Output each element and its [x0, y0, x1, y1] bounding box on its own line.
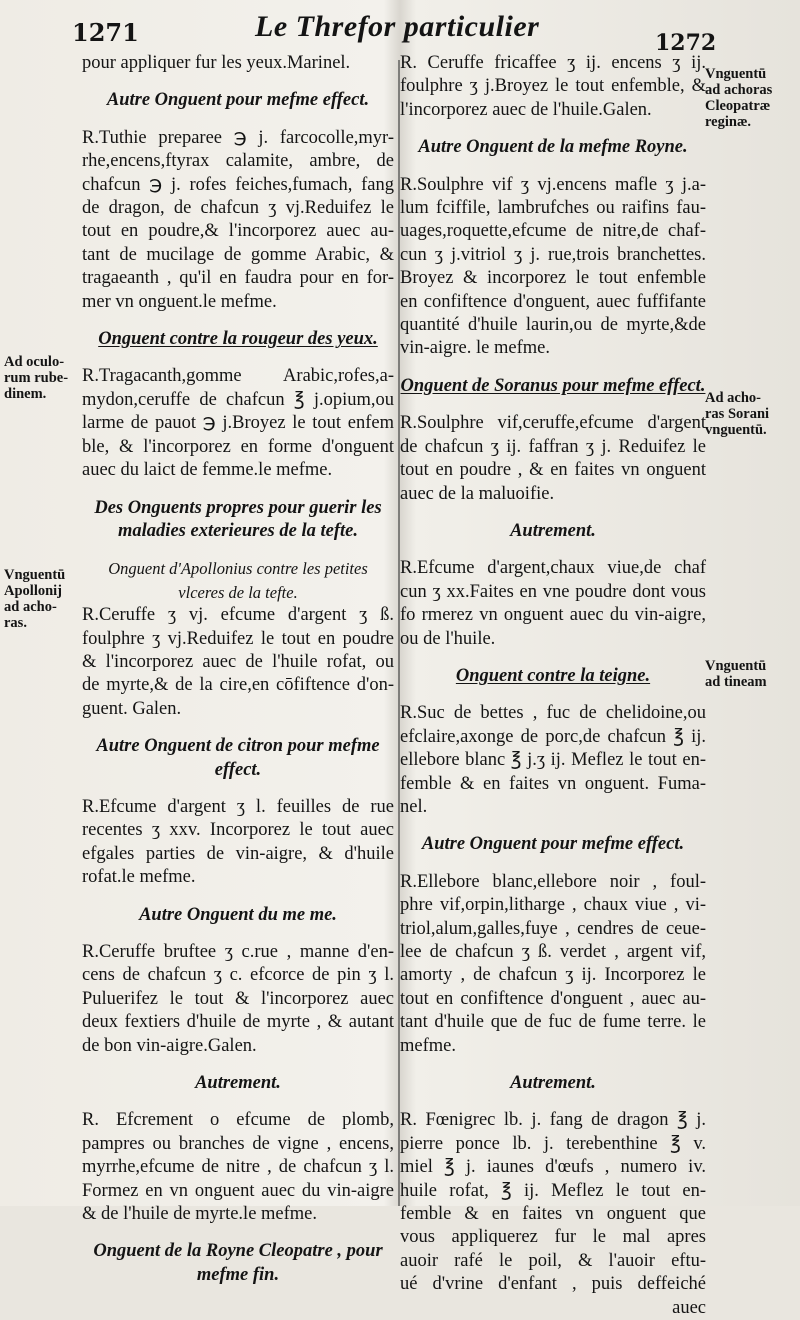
text-line: R.Efcume d'argent ʒ l. feuilles de rue — [82, 796, 394, 817]
text-line: vous appliquerez fur le mal apres — [400, 1227, 706, 1248]
margin-note-line: Cleopatræ — [705, 98, 771, 114]
text-line: vin-aigre. le mefme. — [400, 338, 550, 359]
margin-note-line: Vnguentū — [705, 658, 767, 674]
text-line: R.Suc de bettes , fuc de chelidoine,ou — [400, 703, 706, 724]
section-heading: Des Onguents propres pour guerir les — [94, 497, 382, 518]
text-line: miel ℥ j. iaunes d'œufs , numero iv. — [400, 1157, 706, 1178]
text-line: de myrte,& de la cire,en cōfiftence d'on- — [82, 675, 394, 696]
text-line: efclaire,axonge de porc,de chafcun ℥ ij. — [400, 726, 706, 747]
section-heading: Onguent contre la rougeur des yeux. — [98, 329, 378, 350]
text-line: tout en poudre,& l'incorporez auec au- — [82, 221, 394, 242]
right-column — [400, 52, 706, 1320]
text-line: recentes ʒ xxv. Incorporez le tout auec — [82, 820, 394, 841]
spacer — [82, 721, 394, 735]
text-line: pierre ponce lb. j. terebenthine ℥ v. — [400, 1133, 706, 1154]
text-line: lee de chafcun ʒ ß. verdet , argent vif, — [400, 942, 706, 962]
text-line: R.Ceruffe ʒ vj. efcume d'argent ʒ ß. — [82, 605, 394, 626]
text-line: efgales parties de vin-aigre, & d'huile — [82, 843, 394, 864]
text-line: & l'incorporez auec de l'huile rofat, ou — [82, 651, 394, 672]
text-line: Broyez & incorporez le tout enfemble — [400, 268, 706, 289]
text-line: uages,roquette,efcume de nitre,de chaf- — [400, 221, 706, 242]
text-line: R.Soulphre vif ʒ vj.encens mafle ʒ j.a- — [400, 174, 706, 195]
text-line: chafcun ℈ j. rofes feiches,fumach, fang — [82, 174, 394, 195]
spacer — [400, 160, 706, 174]
page-number-right: 1272 — [655, 30, 717, 56]
section-heading: Onguent de la Royne Cleopatre , pour — [93, 1241, 383, 1262]
section-heading: Autre Onguent de citron pour mefme — [96, 736, 380, 757]
text-line: triol,alum,galles,fuye , cendres de ceue- — [400, 918, 706, 939]
spacer — [400, 361, 706, 375]
text-line: tout en poudre , & en faites vn onguent — [400, 460, 706, 481]
text-line: lum fciffile, lambrufches ou raifins fau- — [400, 198, 706, 219]
left-column — [82, 52, 394, 1287]
text-line: R.Efcume d'argent,chaux viue,de chaf — [400, 558, 706, 579]
text-line: nel. — [400, 796, 428, 817]
text-line: Puluerifez le tout & l'incorporez auec — [82, 988, 394, 1009]
margin-note-line: Apollonij — [4, 583, 63, 599]
text-line: amorty , de chafcun ʒ ij. Incorporez le — [400, 965, 706, 986]
text-line: mer vn onguent.le mefme. — [82, 291, 277, 312]
spacer — [82, 1226, 394, 1240]
margin-note-sorani — [705, 390, 797, 438]
text-line: tout en confiftence d'onguent , auec au- — [400, 988, 706, 1009]
text-line: de chafcun ʒ ij. faffran ʒ j. Reduifez le — [400, 436, 706, 457]
spacer — [400, 398, 706, 412]
spacer — [82, 75, 394, 89]
margin-note-line: ras. — [4, 615, 27, 631]
text-line: mydon,ceruffe de chafcun ℥ j.opium,ou — [82, 389, 394, 410]
text-line: auec du laict de femme.le mefme. — [82, 460, 333, 481]
spacer — [82, 782, 394, 796]
text-line: tant d'huile que de fuc de fume terre. le — [400, 1012, 706, 1033]
text-line: huile rofat, ℥ ij. Meflez le tout en- — [400, 1180, 706, 1201]
text-line: R. Fœnigrec lb. j. fang de dragon ℥ j. — [400, 1110, 706, 1131]
text-line: cens de chafcun ʒ c. efcorce de pin ʒ l. — [82, 965, 394, 986]
spacer — [82, 351, 394, 365]
margin-note-line: Ad oculo- — [4, 354, 65, 370]
margin-note-tineam — [705, 658, 797, 690]
text-line: pour appliquer fur les yeux.Marinel. — [82, 53, 351, 73]
text-line: en confiftence d'onguent, auec fuffifante — [400, 291, 706, 312]
text-line: femble & en faites vn onguent que — [400, 1204, 706, 1225]
spacer — [82, 1058, 394, 1072]
text-line: l'incorporez auec de l'huile.Galen. — [400, 99, 652, 120]
running-head — [0, 10, 800, 54]
section-heading: mefme fin. — [196, 1264, 280, 1285]
text-line: myrrhe,efcume de nitre , de chafcun ʒ l. — [82, 1157, 394, 1178]
margin-note-line: Ad acho- — [705, 390, 761, 406]
spacer — [400, 819, 706, 833]
spacer — [82, 483, 394, 497]
margin-note-oculorum — [4, 354, 80, 402]
section-heading: Autrement. — [510, 520, 596, 541]
section-subheading: Onguent d'Apollonius contre les petites — [108, 559, 368, 579]
margin-note-line: reginæ. — [705, 114, 752, 130]
text-line: foulphre ʒ j.Broyez le tout enfemble, & — [400, 76, 706, 97]
text-line: foulphre ʒ vj.Reduifez le tout en poudre — [82, 628, 394, 649]
text-line: femble & en faites vn onguent. Fuma- — [400, 773, 706, 794]
text-line: tragaeanth , qu'il en faudra pour en for- — [82, 268, 394, 289]
spacer — [82, 543, 394, 557]
text-line: mefme. — [400, 1035, 456, 1056]
text-line: de dragon, de chafcun ʒ vj.Reduifez le — [82, 198, 394, 219]
text-line: deux fextiers d'huile de myrte , & autant — [82, 1012, 394, 1033]
margin-note-line: ras Sorani — [705, 406, 770, 422]
text-line: rhe,encens,ftyrax calamite, ambre, de — [82, 151, 394, 172]
margin-note-line: ad acho- — [4, 599, 57, 615]
text-line: rofat.le mefme. — [82, 867, 196, 888]
margin-note-line: Vnguentū — [705, 66, 767, 82]
section-heading: maladies exterieures de la tefte. — [118, 520, 358, 541]
text-line: ellebore blanc ℥ j.ʒ ij. Meflez le tout en- — [400, 750, 706, 771]
spacer — [400, 122, 706, 136]
margin-note-line: vnguentū. — [705, 422, 767, 438]
spacer — [400, 1058, 706, 1072]
page-number-left: 1271 — [72, 18, 139, 47]
text-line: cun ʒ j.vitriol ʒ j. rue,trois branchettes. — [400, 244, 706, 265]
spacer — [400, 543, 706, 557]
text-line: tant de mucilage de gomme Arabic, & — [82, 244, 394, 265]
spacer — [400, 506, 706, 520]
text-line: auec de la maluoifie. — [400, 483, 555, 504]
margin-note-line: ad achoras — [705, 82, 773, 98]
spacer — [82, 314, 394, 328]
text-line: pampres ou branches de vigne , encens, — [82, 1133, 394, 1154]
text-line: ble, & l'incorporez en forme d'onguent — [82, 436, 394, 457]
section-heading: Autrement. — [510, 1073, 596, 1094]
section-heading: effect. — [214, 759, 262, 780]
section-heading: Autre Onguent pour mefme effect. — [106, 90, 370, 111]
text-line: R.Ellebore blanc,ellebore noir , foul- — [400, 871, 706, 892]
margin-note-line: Vnguentū — [4, 567, 66, 583]
section-heading: Autre Onguent de la mefme Royne. — [418, 137, 688, 158]
text-line: larme de pauot ℈ j.Broyez le tout enfem — [82, 413, 394, 434]
text-line: R. Efcrement o efcume de plomb, — [82, 1110, 394, 1131]
text-line: cun ʒ xx.Faites en vne poudre dont vous — [400, 581, 706, 602]
spacer — [82, 113, 394, 127]
text-line: ué d'vrine d'enfant , puis deffeiché — [400, 1274, 706, 1295]
section-heading: Autre Onguent du me me. — [139, 904, 337, 925]
section-subheading: vlceres de la tefte. — [178, 582, 298, 602]
text-line: R.Tuthie preparee ℈ j. farcocolle,myr- — [82, 127, 394, 148]
text-line: ou de l'huile. — [400, 628, 496, 649]
text-line: auoir rafé le poil, & l'auoir eftu- — [400, 1250, 706, 1271]
spacer — [400, 1095, 706, 1109]
spacer — [400, 651, 706, 665]
section-heading: Autre Onguent pour mefme effect. — [421, 834, 685, 855]
spacer — [82, 927, 394, 941]
margin-note-line: dinem. — [4, 386, 47, 402]
spacer — [82, 1095, 394, 1109]
margin-note-line: ad tineam — [705, 674, 767, 690]
text-line: R.Ceruffe bruftee ʒ c.rue , manne d'en- — [82, 942, 394, 962]
text-line: guent. Galen. — [82, 698, 182, 719]
running-title: Le Threfor particulier — [255, 10, 540, 43]
text-line: de bon vin-aigre.Galen. — [82, 1035, 257, 1056]
text-line: R.Tragacanth,gomme Arabic,rofes,a- — [82, 366, 394, 387]
spacer — [400, 857, 706, 871]
margin-note-apollonij — [4, 567, 80, 631]
text-line: Formez en vn onguent auec du vin-aigre — [82, 1180, 394, 1201]
text-line: phre vif,orpin,litharge , chaux viue , vi- — [400, 895, 706, 916]
spacer — [400, 688, 706, 702]
text-line: R. Ceruffe fricaffee ʒ ij. encens ʒ ij. — [400, 53, 706, 73]
section-heading: Autrement. — [195, 1073, 281, 1094]
text-line: R.Soulphre vif,ceruffe,efcume d'argent — [400, 413, 706, 434]
text-line: & de l'huile de myrte.le mefme. — [82, 1204, 318, 1225]
text-line: fo rmerez vn onguent auec du vin-aigre, — [400, 605, 706, 626]
section-heading: Onguent de Soranus pour mefme effect. — [400, 375, 706, 396]
text-line: auec — [672, 1297, 706, 1318]
margin-note-cleopatrae — [705, 66, 797, 130]
section-heading: Onguent contre la teigne. — [455, 665, 651, 686]
spacer — [82, 890, 394, 904]
margin-note-line: rum rube- — [4, 370, 69, 386]
text-line: quantité d'huile laurin,ou de myrte,&de — [400, 315, 706, 336]
